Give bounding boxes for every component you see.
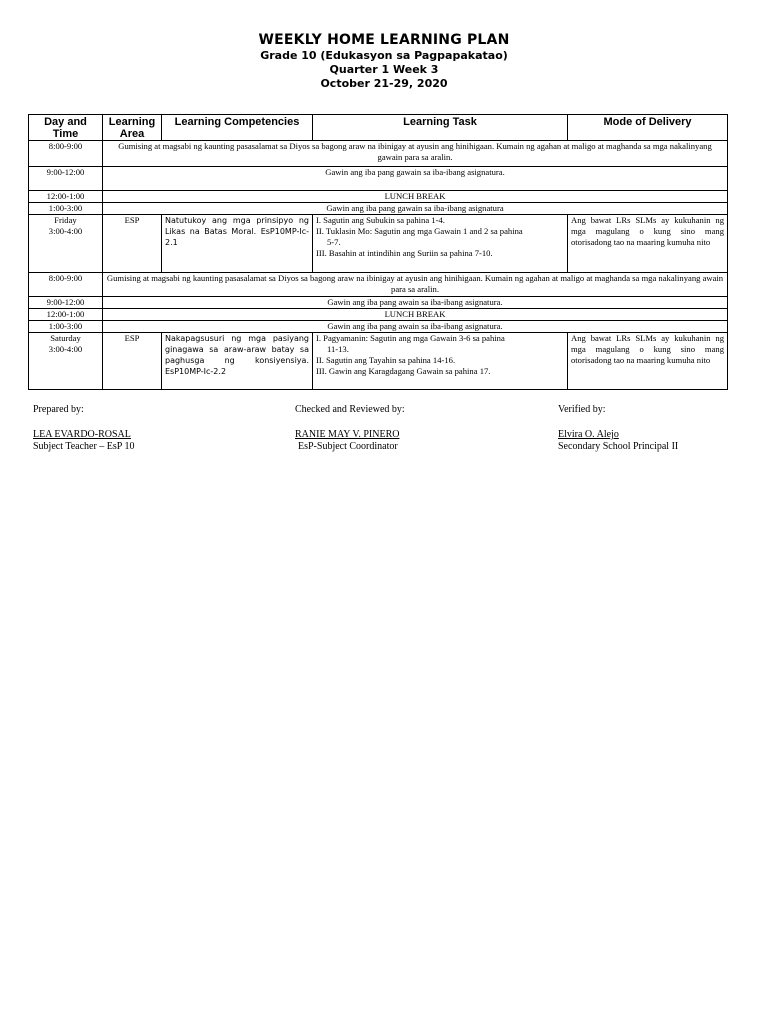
table-row bbox=[29, 321, 728, 333]
prepared-by-label: Prepared by: bbox=[33, 404, 84, 415]
prepared-by-role: Subject Teacher – EsP 10 bbox=[33, 441, 135, 452]
task-item: II. Tuklasin Mo: Sagutin ang mga Gawain 1 and 2 sa pahina bbox=[316, 226, 523, 236]
time-cell: 12:00-1:00 bbox=[29, 309, 103, 321]
table-row bbox=[29, 333, 728, 390]
header-mode-of-delivery: Mode of Delivery bbox=[568, 115, 728, 141]
verified-by-label: Verified by: bbox=[558, 404, 606, 415]
task-item-continued: 5-7. bbox=[327, 237, 341, 247]
learning-task-cell bbox=[313, 333, 568, 390]
verified-by-name: Elvira O. Alejo bbox=[558, 429, 619, 440]
table-row bbox=[29, 141, 728, 167]
time-cell: 12:00-1:00 bbox=[29, 191, 103, 203]
routine-cell: Gawin ang iba pang gawain sa iba-ibang asignatura. bbox=[103, 167, 728, 191]
header-learning-task: Learning Task bbox=[313, 115, 568, 141]
table-row bbox=[29, 297, 728, 309]
routine-cell: Gawin ang iba pang gawain sa iba-ibang asignatura bbox=[103, 203, 728, 215]
learning-task-cell bbox=[313, 215, 568, 273]
checked-by-role: EsP-Subject Coordinator bbox=[298, 441, 398, 452]
table-row bbox=[29, 191, 728, 203]
time-cell: 9:00-12:00 bbox=[29, 297, 103, 309]
document-header bbox=[0, 31, 768, 91]
delivery-cell: Ang bawat LRs SLMs ay kukuhanin ng mga magulang o kung sino mang otorisadong tao na maaring kumuha nito bbox=[568, 215, 728, 273]
task-item: I. Sagutin ang Subukin sa pahina 1-4. bbox=[316, 215, 445, 225]
header-learning-area: Learning Area bbox=[103, 115, 162, 141]
header-day-time: Day and Time bbox=[29, 115, 103, 141]
task-item: III. Gawin ang Karagdagang Gawain sa pahina 17. bbox=[316, 366, 491, 376]
lunch-break-cell: LUNCH BREAK bbox=[103, 309, 728, 321]
document-title: WEEKLY HOME LEARNING PLAN bbox=[258, 32, 510, 48]
table-row bbox=[29, 273, 728, 297]
time-label: 3:00-4:00 bbox=[48, 344, 83, 354]
learning-area-cell: ESP bbox=[103, 215, 162, 273]
time-label: 3:00-4:00 bbox=[48, 226, 83, 236]
day-label: Friday bbox=[54, 215, 77, 225]
competency-cell: Natutukoy ang mga prinsipyo ng Likas na Batas Moral. EsP10MP-Ic-2.1 bbox=[162, 215, 313, 273]
verified-by-block bbox=[558, 404, 678, 453]
lunch-break-cell: LUNCH BREAK bbox=[103, 191, 728, 203]
table-row bbox=[29, 167, 728, 191]
time-cell: 8:00-9:00 bbox=[29, 273, 103, 297]
checked-by-label: Checked and Reviewed by: bbox=[295, 404, 405, 415]
routine-cell: Gumising at magsabi ng kaunting pasasalamat sa Diyos sa bagong araw na ibinigay at ayusin ang hinihigaan. Kumain ng agahan at maligo at maghanda sa mga nakalinyang awain para sa aralin. bbox=[103, 273, 728, 297]
quarter-label: Quarter 1 Week 3 bbox=[329, 63, 439, 76]
prepared-by-name: LEA EVARDO-ROSAL bbox=[33, 429, 131, 440]
header-competencies: Learning Competencies bbox=[162, 115, 313, 141]
task-item-continued: 11-13. bbox=[327, 344, 349, 354]
document-subtitle: Grade 10 (Edukasyon sa Pagpapakatao) bbox=[260, 49, 508, 62]
prepared-by-block bbox=[33, 404, 135, 453]
verified-by-role: Secondary School Principal II bbox=[558, 441, 679, 452]
time-cell: 8:00-9:00 bbox=[29, 141, 103, 167]
time-cell: 1:00-3:00 bbox=[29, 203, 103, 215]
competency-cell: Nakapagsusuri ng mga pasiyang ginagawa sa araw-araw batay sa paghusga ng konsiyensiya. EsP10MP-Ic-2.2 bbox=[162, 333, 313, 390]
task-item: II. Sagutin ang Tayahin sa pahina 14-16. bbox=[316, 355, 456, 365]
checked-by-block bbox=[295, 404, 405, 453]
time-cell: 9:00-12:00 bbox=[29, 167, 103, 191]
routine-cell: Gawin ang iba pang awain sa iba-ibang asignatura. bbox=[103, 321, 728, 333]
learning-area-cell: ESP bbox=[103, 333, 162, 390]
table-row bbox=[29, 215, 728, 273]
day-label: Saturday bbox=[50, 333, 81, 343]
time-cell: 1:00-3:00 bbox=[29, 321, 103, 333]
day-time-cell bbox=[29, 215, 103, 273]
task-item: I. Pagyamanin: Sagutin ang mga Gawain 3-6 sa pahina bbox=[316, 333, 505, 343]
task-item: III. Basahin at intindihin ang Suriin sa pahina 7-10. bbox=[316, 248, 493, 258]
table-header-row bbox=[29, 115, 728, 141]
day-time-cell bbox=[29, 333, 103, 390]
date-range: October 21-29, 2020 bbox=[320, 77, 448, 90]
table-row bbox=[29, 309, 728, 321]
table-row bbox=[29, 203, 728, 215]
delivery-cell: Ang bawat LRs SLMs ay kukuhanin ng mga magulang o kung sino mang otorisadong tao na maaring kumuha nito bbox=[568, 333, 728, 390]
learning-plan-table bbox=[28, 114, 728, 390]
routine-cell: Gawin ang iba pang awain sa iba-ibang asignatura. bbox=[103, 297, 728, 309]
checked-by-name: RANIE MAY V. PINERO bbox=[295, 429, 400, 440]
routine-cell: Gumising at magsabi ng kaunting pasasalamat sa Diyos sa bagong araw na ibinigay at ayusin ang hinihigaan. Kumain ng agahan at maligo at maghanda sa mga nakalinyang gawain para sa aralin. bbox=[103, 141, 728, 167]
